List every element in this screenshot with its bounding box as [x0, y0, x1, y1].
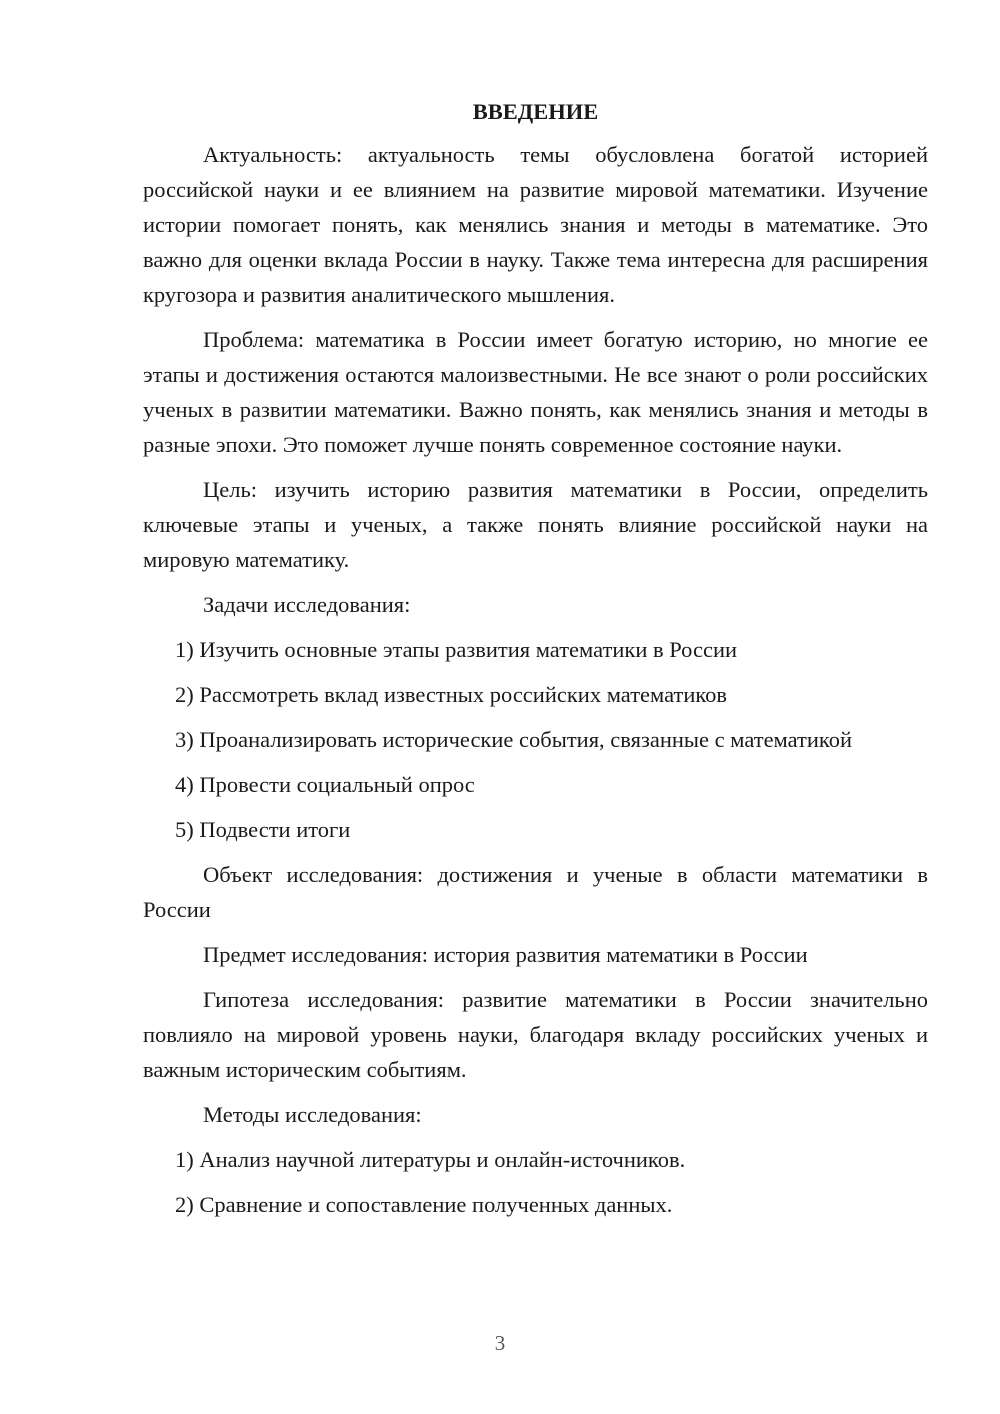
task-item: 2) Рассмотреть вклад известных российских математиков [175, 682, 728, 707]
hypothesis-paragraph: Гипотеза исследования: развитие математики в России значительно повлияло на мировой уровень науки, благодаря вкладу российских ученых и важным историческим событиям. [143, 987, 928, 1082]
task-item: 5) Подвести итоги [175, 817, 351, 842]
methods-title: Методы исследования: [203, 1102, 422, 1127]
section-heading: ВВЕДЕНИЕ [472, 99, 599, 124]
relevance-paragraph: Актуальность: актуальность темы обусловлена богатой историей российской науки и ее влиянием на развитие мировой математики. Изучение истории помогает понять, как менялись знания и методы в математике. Это важно для оценки вклада России в науку. Также тема интересна для расширения кругозора и развития аналитического мышления. [143, 142, 928, 307]
subject-paragraph: Предмет исследования: история развития математики в России [203, 942, 808, 967]
tasks-title: Задачи исследования: [203, 592, 411, 617]
method-item: 2) Сравнение и сопоставление полученных данных. [175, 1192, 673, 1217]
object-paragraph: Объект исследования: достижения и ученые в области математики в России [143, 862, 928, 922]
problem-paragraph: Проблема: математика в России имеет богатую историю, но многие ее этапы и достижения остаются малоизвестными. Не все знают о роли российских ученых в развитии математики. Важно понять, как менялись знания и методы в разные эпохи. Это поможет лучше понять современное состояние науки. [143, 327, 928, 457]
goal-paragraph: Цель: изучить историю развития математики в России, определить ключевые этапы и ученых, а также понять влияние российской науки на мировую математику. [143, 477, 928, 572]
page-number: 3 [494, 1331, 506, 1355]
page-content [143, 94, 928, 1232]
task-item: 4) Провести социальный опрос [175, 772, 475, 797]
task-item: 1) Изучить основные этапы развития математики в России [175, 637, 738, 662]
method-item: 1) Анализ научной литературы и онлайн-источников. [175, 1147, 686, 1172]
task-item: 3) Проанализировать исторические события, связанные с математикой [175, 727, 852, 752]
